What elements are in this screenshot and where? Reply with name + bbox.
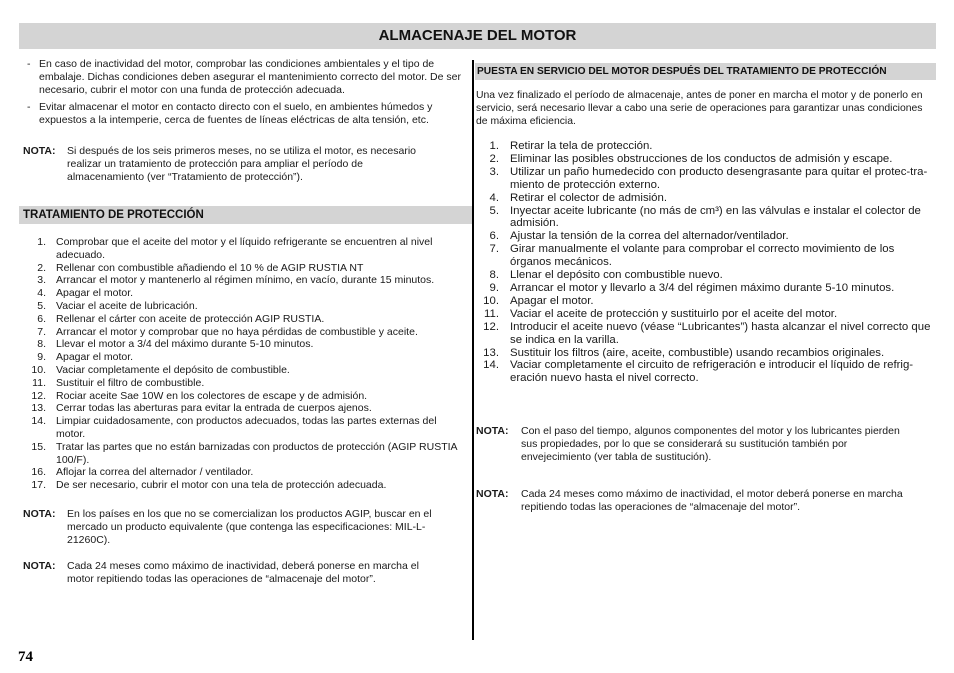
intro-item-text: Evitar almacenar el motor en contacto directo con el suelo, en ambientes húmedos y expuestos a la intemperie, cerca de fuentes de líneas eléctricas de alta tensión, etc. — [39, 100, 433, 126]
step-number: 13. — [483, 346, 499, 359]
note-text: Cada 24 meses como máximo de inactividad, deberá ponerse en marcha el motor repitiendo todas las operaciones de “almacenaje del motor”. — [67, 560, 419, 586]
step-number: 11. — [484, 307, 499, 320]
list-item — [26, 402, 466, 415]
list-item — [478, 359, 936, 385]
step-number: 6. — [489, 230, 499, 243]
step-text: Rellenar con combustible añadiendo el 10 % de AGIP RUSTIA NT — [56, 261, 364, 274]
step-number: 12. — [31, 389, 46, 402]
list-item — [26, 274, 466, 287]
dash-marker: - — [27, 100, 31, 113]
step-number: 7. — [489, 243, 499, 256]
note-text: Si después de los seis primeros meses, no se utiliza el motor, es necesario realizar un tratamiento de protección para ampliar el período de almacenamiento (ver “Tratamiento de protección”). — [67, 145, 416, 184]
page-title: ALMACENAJE DEL MOTOR — [19, 23, 936, 49]
list-item — [26, 479, 466, 492]
step-text: Arrancar el motor y comprobar que no haya pérdidas de combustible y aceite. — [56, 325, 418, 338]
intro-item — [27, 101, 467, 127]
step-number: 11. — [32, 376, 46, 389]
list-item — [478, 205, 936, 231]
step-text: Tratar las partes que no están barnizadas con productos de protección (AGIP RUSTIA 100/F). — [56, 440, 457, 466]
step-number: 3. — [37, 274, 46, 287]
intro-list — [27, 58, 467, 129]
list-item — [478, 140, 936, 153]
step-number: 4. — [489, 191, 499, 204]
step-number: 9. — [489, 281, 499, 294]
step-text: Retirar el colector de admisión. — [510, 191, 668, 204]
step-number: 7. — [37, 325, 46, 338]
list-item — [478, 192, 936, 205]
list-item — [26, 351, 466, 364]
step-number: 14. — [483, 359, 499, 372]
step-number: 5. — [489, 204, 499, 217]
note-label: NOTA: — [23, 508, 56, 520]
step-text: De ser necesario, cubrir el motor con una tela de protección adecuada. — [56, 479, 387, 492]
list-item — [26, 415, 466, 441]
step-text: Limpiar cuidadosamente, con productos adecuados, todas las partes externas del motor. — [56, 415, 437, 440]
list-item — [26, 338, 466, 351]
step-text: Arrancar el motor y llevarlo a 3/4 del régimen máximo durante 5-10 minutos. — [510, 281, 895, 294]
step-text: Apagar el motor. — [56, 351, 134, 364]
intro-item — [27, 58, 467, 98]
step-number: 17. — [31, 479, 46, 492]
section-title-restart: PUESTA EN SERVICIO DEL MOTOR DESPUÉS DEL TRATAMIENTO DE PROTECCIÓN — [475, 63, 936, 80]
note-label: NOTA: — [476, 488, 509, 500]
step-text: Vaciar el aceite de lubricación. — [56, 299, 198, 312]
step-number: 5. — [37, 299, 46, 312]
note-left-3 — [23, 560, 428, 586]
note-left-2 — [23, 508, 433, 548]
list-item — [26, 287, 466, 300]
list-item — [26, 377, 466, 390]
step-number: 3. — [489, 165, 499, 178]
step-text: Aflojar la correa del alternador / ventilador. — [56, 466, 254, 479]
step-text: Ajustar la tensión de la correa del alternador/ventilador. — [510, 230, 789, 243]
list-item — [478, 153, 936, 166]
step-text: Sustituir los filtros (aire, aceite, combustible) usando recambios originales. — [510, 346, 885, 359]
note-text: En los países en los que no se comercializan los productos AGIP, buscar en el mercado un producto equivalente (que contenga las especificaciones: MIL-L-21260C). — [67, 508, 432, 547]
note-label: NOTA: — [476, 425, 509, 437]
list-item — [26, 390, 466, 403]
list-item — [26, 364, 466, 377]
protection-steps — [26, 236, 466, 492]
step-text: Sustituir el filtro de combustible. — [56, 376, 205, 389]
list-item — [478, 166, 936, 192]
step-text: Comprobar que el aceite del motor y el líquido refrigerante se encuentren al nivel adecuado. — [56, 236, 433, 261]
note-right-1 — [476, 425, 916, 465]
step-number: 10. — [31, 363, 46, 376]
list-item — [26, 300, 466, 313]
step-number: 1. — [489, 140, 499, 152]
note-left-1 — [23, 145, 423, 185]
note-text: Cada 24 meses como máximo de inactividad, el motor deberá ponerse en marcha repitiendo todas las operaciones de “almacenaje del motor”. — [521, 488, 903, 514]
step-number: 13. — [31, 402, 46, 415]
step-text: Utilizar un paño humedecido con producto desengrasante para quitar el protec-tra-miento de protección externo. — [510, 165, 928, 191]
step-number: 8. — [37, 338, 46, 351]
step-text: Inyectar aceite lubricante (no más de cm³) en las válvulas e instalar el colector de admisión. — [510, 204, 921, 230]
list-item — [26, 441, 466, 467]
step-number: 12. — [483, 320, 499, 333]
step-text: Vaciar completamente el circuito de refrigeración e introducir el líquido de refrig-eración nuevo hasta el nivel correcto. — [510, 359, 914, 385]
step-text: Rociar aceite Sae 10W en los colectores de escape y de admisión. — [56, 389, 368, 402]
step-number: 14. — [31, 415, 46, 428]
note-right-2 — [476, 488, 936, 514]
list-item — [478, 295, 936, 308]
page-number: 74 — [18, 649, 33, 665]
step-number: 1. — [37, 236, 46, 248]
dash-marker: - — [27, 58, 31, 70]
intro-item-text: En caso de inactividad del motor, comprobar las condiciones ambientales y el tipo de embalaje. Dichas condiciones deben asegurar el mantenimiento correcto del motor. De ser necesario, cubrir el motor con una funda de protección adecuada. — [39, 58, 461, 97]
step-text: Vaciar el aceite de protección y sustituirlo por el aceite del motor. — [510, 307, 838, 320]
section-title-protection: TRATAMIENTO DE PROTECCIÓN — [19, 206, 472, 224]
step-text: Llenar el depósito con combustible nuevo. — [510, 269, 723, 282]
step-number: 4. — [37, 287, 46, 300]
step-text: Rellenar el cárter con aceite de protección AGIP RUSTIA. — [56, 312, 325, 325]
step-number: 15. — [31, 440, 46, 453]
restart-intro: Una vez finalizado el período de almacenaje, antes de poner en marcha el motor y de ponerlo en servicio, será necesario llevar a cabo una serie de operaciones para garantizar unas condiciones de máxima eficiencia. — [476, 90, 923, 127]
list-item — [478, 243, 936, 269]
step-text: Vaciar completamente el depósito de combustible. — [56, 363, 290, 376]
note-label: NOTA: — [23, 145, 56, 157]
step-text: Retirar la tela de protección. — [510, 140, 653, 152]
step-text: Cerrar todas las aberturas para evitar la entrada de cuerpos ajenos. — [56, 402, 372, 415]
list-item — [26, 466, 466, 479]
list-item — [478, 347, 936, 360]
step-text: Llevar el motor a 3/4 del máximo durante 5-10 minutos. — [56, 338, 314, 351]
step-number: 8. — [489, 269, 499, 282]
step-text: Apagar el motor. — [56, 287, 134, 300]
note-label: NOTA: — [23, 560, 56, 572]
list-item — [478, 230, 936, 243]
step-number: 2. — [37, 261, 46, 274]
step-number: 16. — [31, 466, 46, 479]
column-divider — [472, 60, 474, 640]
list-item — [478, 269, 936, 282]
step-number: 10. — [483, 294, 499, 307]
list-item — [26, 236, 466, 262]
list-item — [478, 282, 936, 295]
list-item — [26, 262, 466, 275]
list-item — [26, 326, 466, 339]
list-item — [478, 308, 936, 321]
step-text: Arrancar el motor y mantenerlo al régimen mínimo, en vacío, durante 15 minutos. — [56, 274, 435, 287]
step-number: 2. — [489, 152, 499, 165]
step-text: Eliminar las posibles obstrucciones de los conductos de admisión y escape. — [510, 152, 893, 165]
step-number: 6. — [37, 312, 46, 325]
step-number: 9. — [37, 351, 46, 364]
note-text: Con el paso del tiempo, algunos componentes del motor y los lubricantes pierden sus propiedades, por lo que se considerará su sustitución también por envejecimiento (ver tabla de sustitución). — [521, 425, 900, 464]
list-item — [478, 321, 936, 347]
restart-steps — [478, 140, 936, 385]
step-text: Girar manualmente el volante para comprobar el correcto movimiento de los órganos mecánicos. — [510, 243, 895, 269]
step-text: Apagar el motor. — [510, 294, 594, 307]
step-text: Introducir el aceite nuevo (véase “Lubricantes”) hasta alcanzar el nivel correcto que se indica en la varilla. — [510, 320, 931, 346]
list-item — [26, 313, 466, 326]
